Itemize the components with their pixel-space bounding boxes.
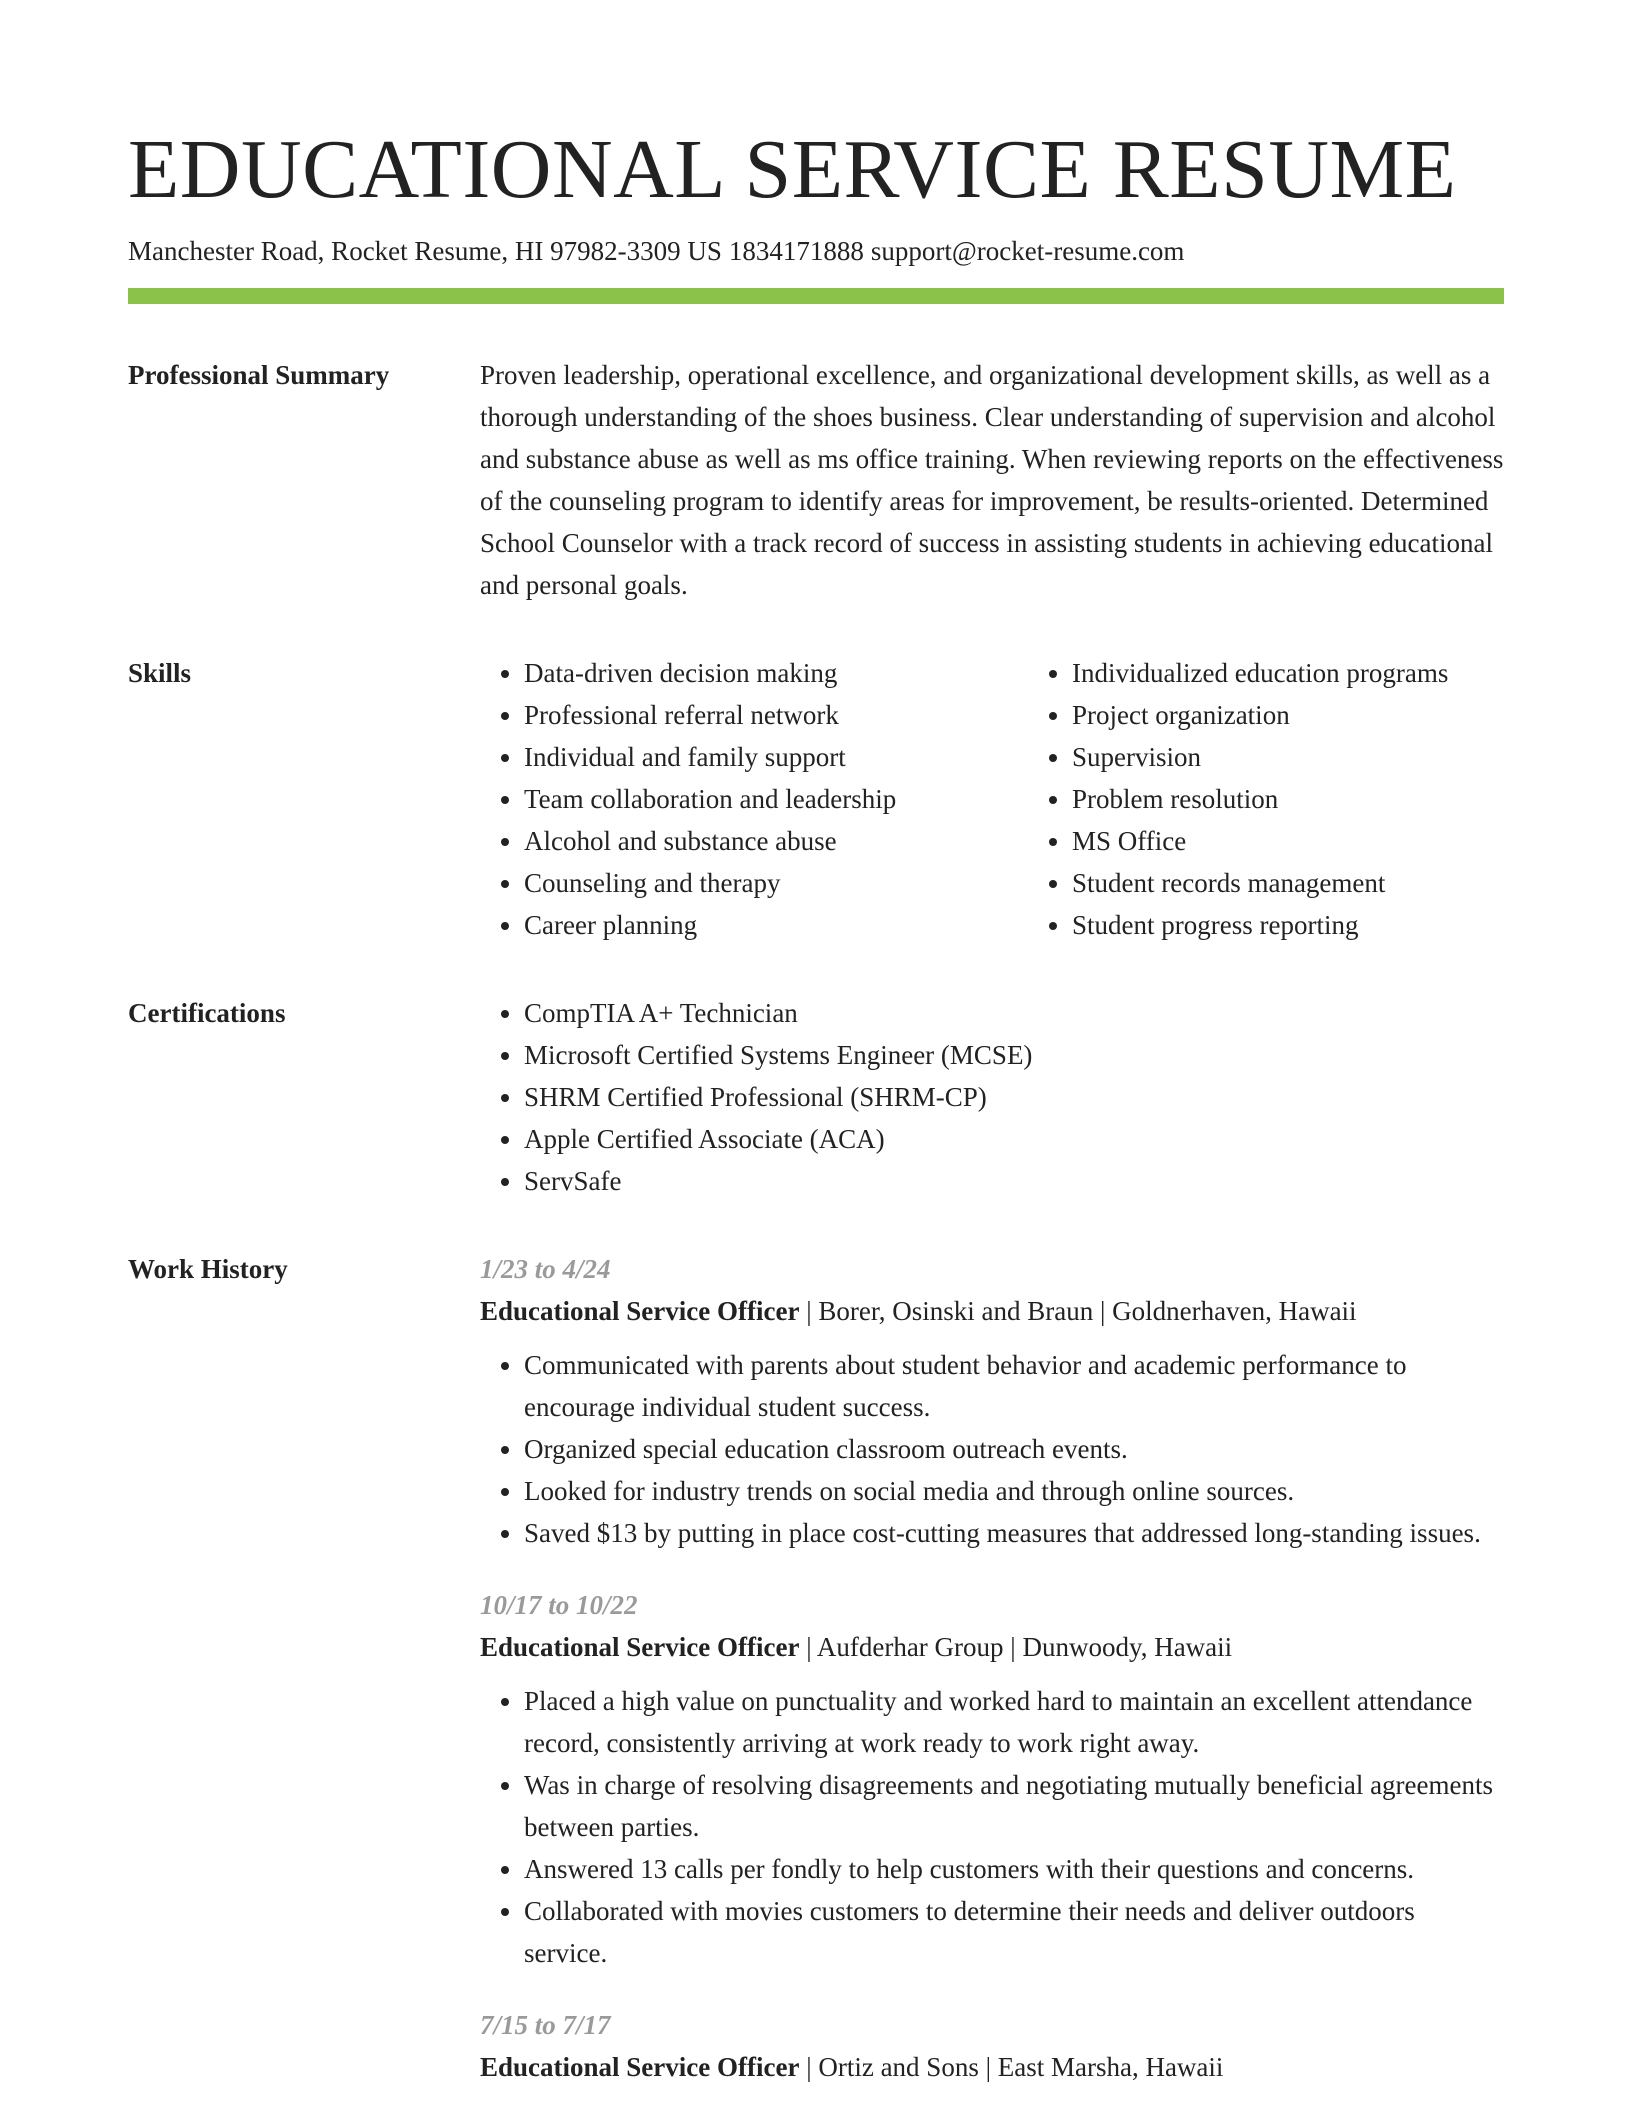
contact-phone: 1834171888 [728, 236, 864, 266]
job-company: Borer, Osinski and Braun [818, 1296, 1094, 1326]
job-bullet: • Was in charge of resolving disagreements and negotiating mutually beneficial agreements between parties. [524, 1764, 1504, 1848]
work-history-section [128, 1248, 1504, 2118]
skill-item: • Student progress reporting [1072, 904, 1448, 946]
skills-list-left [480, 652, 1028, 946]
job-entry [480, 2004, 1504, 2088]
skills-list-right [1028, 652, 1448, 946]
skill-item: • Problem resolution [1072, 778, 1448, 820]
summary-label: Professional Summary [128, 360, 390, 390]
certifications-list [480, 992, 1504, 1202]
skill-item: • Project organization [1072, 694, 1448, 736]
header-divider [128, 288, 1504, 304]
skill-item: • MS Office [1072, 820, 1448, 862]
certification-item: • CompTIA A+ Technician [524, 992, 1504, 1034]
skill-item: • Supervision [1072, 736, 1448, 778]
job-company: Ortiz and Sons [818, 2052, 979, 2082]
job-bullets [480, 1344, 1504, 1554]
skill-item: • Professional referral network [524, 694, 1028, 736]
certification-item: • ServSafe [524, 1160, 1504, 1202]
skill-item: • Student records management [1072, 862, 1448, 904]
job-bullet: • Looked for industry trends on social media and through online sources. [524, 1470, 1504, 1512]
skills-section [128, 652, 1504, 946]
skill-item: • Alcohol and substance abuse [524, 820, 1028, 862]
job-date: 1/23 to 4/24 [480, 1254, 611, 1284]
certifications-section [128, 992, 1504, 1202]
skills-label: Skills [128, 658, 192, 688]
job-location: East Marsha, Hawaii [997, 2052, 1224, 2082]
job-heading: Educational Service Officer | Ortiz and Sons | East Marsha, Hawaii [480, 2052, 1224, 2082]
summary-section [128, 354, 1504, 606]
job-position: Educational Service Officer [480, 2052, 800, 2082]
resume-title: EDUCATIONAL SERVICE RESUME [128, 123, 1457, 216]
skill-item: • Team collaboration and leadership [524, 778, 1028, 820]
contact-line [128, 232, 1504, 270]
certifications-label: Certifications [128, 998, 286, 1028]
job-bullet: • Collaborated with movies customers to determine their needs and deliver outdoors service. [524, 1890, 1504, 1974]
job-date: 7/15 to 7/17 [480, 2010, 611, 2040]
job-entry [480, 1248, 1504, 1554]
job-bullet: • Saved $13 by putting in place cost-cutting measures that addressed long-standing issues. [524, 1512, 1504, 1554]
certification-item: • SHRM Certified Professional (SHRM-CP) [524, 1076, 1504, 1118]
skill-item: • Counseling and therapy [524, 862, 1028, 904]
job-heading: Educational Service Officer | Aufderhar Group | Dunwoody, Hawaii [480, 1632, 1233, 1662]
skill-item: • Individual and family support [524, 736, 1028, 778]
job-bullet: • Organized special education classroom outreach events. [524, 1428, 1504, 1470]
skill-item: • Data-driven decision making [524, 652, 1028, 694]
certification-item: • Apple Certified Associate (ACA) [524, 1118, 1504, 1160]
contact-address: Manchester Road, Rocket Resume, HI 97982-3309 US [128, 236, 722, 266]
skill-item: • Individualized education programs [1072, 652, 1448, 694]
job-bullet: • Placed a high value on punctuality and worked hard to maintain an excellent attendance record, consistently arriving at work ready to work right away. [524, 1680, 1504, 1764]
job-company: Aufderhar Group [816, 1632, 1004, 1662]
job-bullet: • Communicated with parents about student behavior and academic performance to encourage individual student success. [524, 1344, 1504, 1428]
job-entry [480, 1584, 1504, 1974]
job-bullet: • Answered 13 calls per fondly to help customers with their questions and concerns. [524, 1848, 1504, 1890]
skill-item: • Career planning [524, 904, 1028, 946]
job-location: Dunwoody, Hawaii [1022, 1632, 1233, 1662]
job-bullets [480, 1680, 1504, 1974]
job-position: Educational Service Officer [480, 1632, 800, 1662]
job-heading: Educational Service Officer | Borer, Osinski and Braun | Goldnerhaven, Hawaii [480, 1296, 1357, 1326]
job-location: Goldnerhaven, Hawaii [1112, 1296, 1357, 1326]
job-position: Educational Service Officer [480, 1296, 800, 1326]
resume-page [128, 118, 1504, 2118]
summary-text: Proven leadership, operational excellence, and organizational development skills, as well as a thorough understanding of the shoes business. Clear understanding of supervision and alcohol and substance abuse as well as ms office training. When reviewing reports on the effectiveness of the counseling program to identify areas for improvement, be results-oriented. Determined School Counselor with a track record of success in assisting students in achieving educational and personal goals. [480, 360, 1504, 600]
certification-item: • Microsoft Certified Systems Engineer (MCSE) [524, 1034, 1504, 1076]
job-date: 10/17 to 10/22 [480, 1590, 638, 1620]
contact-email: support@rocket-resume.com [870, 236, 1185, 266]
work-history-label: Work History [128, 1254, 288, 1284]
